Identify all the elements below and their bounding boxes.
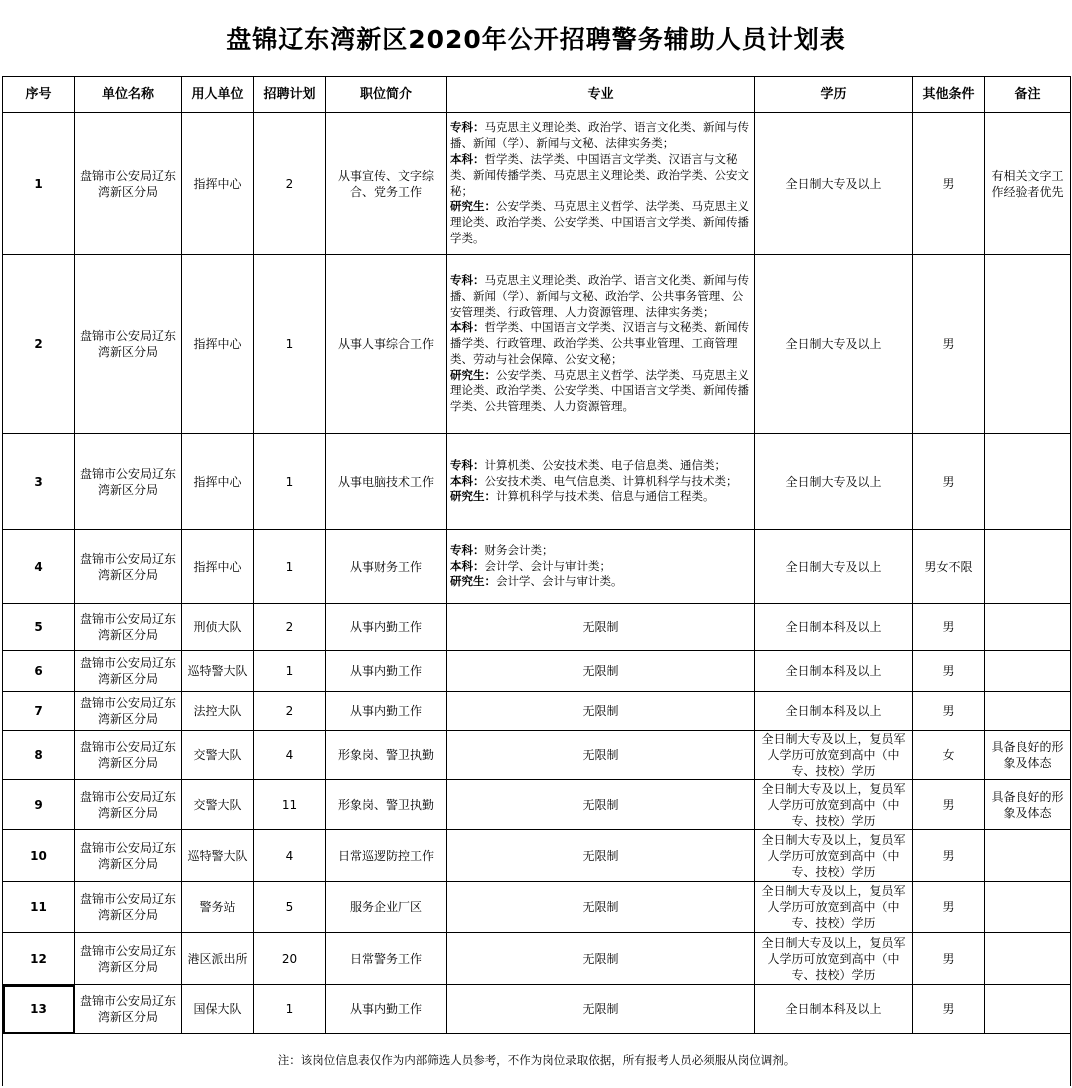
major-line: 本科：会计学、会计与审计类； (450, 558, 611, 573)
cell-edu[interactable]: 全日制大专及以上，复员军人学历可放宽到高中（中专、技校）学历 (755, 780, 913, 830)
major-line: 研究生：计算机科学与技术类、信息与通信工程类。 (450, 489, 715, 504)
table-row (3, 933, 1071, 985)
cell-note[interactable]: 具备良好的形象及体态 (985, 780, 1071, 830)
major-line: 专科：马克思主义理论类、政治学、语言文化类、新闻与传播、新闻（学）、新闻与文秘、法律实务类； (450, 120, 749, 151)
cell-other[interactable]: 男 (913, 434, 985, 530)
cell-dept[interactable]: 法控大队 (182, 692, 254, 731)
cell-plan[interactable]: 11 (254, 780, 326, 830)
cell-plan[interactable]: 2 (254, 692, 326, 731)
cell-dept[interactable]: 国保大队 (182, 985, 254, 1034)
table-row (3, 985, 1071, 1034)
cell-intro[interactable]: 从事内勤工作 (326, 651, 447, 692)
cell-major[interactable]: 无限制 (447, 882, 755, 933)
cell-major[interactable]: 无限制 (447, 780, 755, 830)
major-line: 专科：财务会计类； (450, 542, 554, 557)
table-row (3, 604, 1071, 651)
cell-intro[interactable]: 日常警务工作 (326, 933, 447, 985)
cell-plan[interactable]: 2 (254, 604, 326, 651)
cell-other[interactable]: 男女不限 (913, 530, 985, 604)
cell-edu[interactable]: 全日制本科及以上 (755, 692, 913, 731)
cell-major[interactable] (447, 255, 755, 434)
major-line: 研究生：公安学类、马克思主义哲学、法学类、马克思主义理论类、政治学类、公安学类、中国语言文学类、新闻传播学类、公共管理类、人力资源管理。 (450, 367, 749, 414)
cell-dept[interactable]: 交警大队 (182, 780, 254, 830)
cell-edu[interactable]: 全日制大专及以上，复员军人学历可放宽到高中（中专、技校）学历 (755, 830, 913, 882)
table-row (3, 651, 1071, 692)
cell-intro[interactable]: 从事电脑技术工作 (326, 434, 447, 530)
cell-dept[interactable]: 指挥中心 (182, 255, 254, 434)
cell-note[interactable]: 有相关文字工作经验者优先 (985, 113, 1071, 255)
cell-major[interactable]: 无限制 (447, 933, 755, 985)
major-line: 专科：马克思主义理论类、政治学、语言文化类、新闻与传播、新闻（学）、新闻与文秘、政治学、公共事务管理、公安管理类、行政管理、人力资源管理、法律实务类； (450, 272, 749, 319)
cell-plan[interactable]: 1 (254, 530, 326, 604)
cell-major[interactable]: 无限制 (447, 604, 755, 651)
cell-other[interactable]: 男 (913, 882, 985, 933)
cell-other[interactable]: 男 (913, 651, 985, 692)
cell-note[interactable] (985, 604, 1071, 651)
cell-unit[interactable]: 盘锦市公安局辽东湾新区分局 (75, 604, 182, 651)
cell-edu[interactable]: 全日制本科及以上 (755, 985, 913, 1034)
cell-plan[interactable]: 5 (254, 882, 326, 933)
major-line: 研究生：公安学类、马克思主义哲学、法学类、马克思主义理论类、政治学类、公安学类、中国语言文学类、新闻传播学类。 (450, 199, 749, 245)
cell-seq[interactable]: 2 (3, 255, 75, 434)
cell-unit[interactable]: 盘锦市公安局辽东湾新区分局 (75, 731, 182, 780)
header-dept[interactable]: 用人单位 (182, 77, 254, 113)
table-row (3, 255, 1071, 434)
cell-unit[interactable]: 盘锦市公安局辽东湾新区分局 (75, 882, 182, 933)
header-note[interactable]: 备注 (985, 77, 1071, 113)
cell-plan[interactable]: 4 (254, 830, 326, 882)
recruitment-table (2, 76, 1071, 1086)
cell-note[interactable] (985, 255, 1071, 434)
cell-note[interactable] (985, 530, 1071, 604)
major-line: 本科：哲学类、法学类、中国语言文学类、汉语言与文秘类、新闻传播学类、马克思主义理论类、政治学类、公安文秘； (450, 151, 749, 198)
cell-intro[interactable]: 形象岗、警卫执勤 (326, 731, 447, 780)
cell-edu[interactable]: 全日制大专及以上，复员军人学历可放宽到高中（中专、技校）学历 (755, 731, 913, 780)
cell-plan[interactable]: 20 (254, 933, 326, 985)
cell-other[interactable]: 男 (913, 780, 985, 830)
footer-row (3, 1034, 1071, 1087)
cell-dept[interactable]: 刑侦大队 (182, 604, 254, 651)
cell-plan[interactable]: 1 (254, 985, 326, 1034)
cell-seq[interactable]: 3 (3, 434, 75, 530)
major-line: 本科：哲学类、中国语言文学类、汉语言与文秘类、新闻传播学类、行政管理、政治学类、公共事业管理、工商管理类、劳动与社会保障、公安文秘； (450, 320, 749, 366)
header-seq[interactable]: 序号 (3, 77, 75, 113)
cell-note[interactable] (985, 830, 1071, 882)
cell-note[interactable] (985, 985, 1071, 1034)
cell-intro[interactable]: 从事内勤工作 (326, 985, 447, 1034)
cell-other[interactable]: 男 (913, 985, 985, 1034)
cell-edu[interactable]: 全日制大专及以上，复员军人学历可放宽到高中（中专、技校）学历 (755, 882, 913, 933)
cell-other[interactable]: 男 (913, 830, 985, 882)
cell-unit[interactable]: 盘锦市公安局辽东湾新区分局 (75, 830, 182, 882)
cell-other[interactable]: 男 (913, 604, 985, 651)
cell-seq[interactable]: 10 (3, 830, 75, 882)
cell-note[interactable] (985, 882, 1071, 933)
cell-seq[interactable]: 9 (3, 780, 75, 830)
cell-dept[interactable]: 巡特警大队 (182, 651, 254, 692)
cell-edu[interactable]: 全日制大专及以上，复员军人学历可放宽到高中（中专、技校）学历 (755, 933, 913, 985)
cell-unit[interactable]: 盘锦市公安局辽东湾新区分局 (75, 255, 182, 434)
cell-seq[interactable]: 1 (3, 113, 75, 255)
table-row (3, 692, 1071, 731)
cell-note[interactable] (985, 434, 1071, 530)
cell-plan[interactable]: 1 (254, 434, 326, 530)
table-row (3, 731, 1071, 780)
cell-intro[interactable]: 服务企业厂区 (326, 882, 447, 933)
cell-dept[interactable]: 指挥中心 (182, 113, 254, 255)
cell-dept[interactable]: 港区派出所 (182, 933, 254, 985)
cell-major[interactable] (447, 434, 755, 530)
cell-seq[interactable]: 4 (3, 530, 75, 604)
cell-intro[interactable]: 从事内勤工作 (326, 692, 447, 731)
cell-plan[interactable]: 2 (254, 113, 326, 255)
cell-intro[interactable]: 从事人事综合工作 (326, 255, 447, 434)
cell-seq[interactable]: 13 (3, 985, 75, 1034)
cell-plan[interactable]: 4 (254, 731, 326, 780)
cell-note[interactable] (985, 933, 1071, 985)
cell-note[interactable] (985, 651, 1071, 692)
cell-unit[interactable]: 盘锦市公安局辽东湾新区分局 (75, 434, 182, 530)
cell-edu[interactable]: 全日制大专及以上 (755, 113, 913, 255)
table-row (3, 830, 1071, 882)
cell-dept[interactable]: 指挥中心 (182, 434, 254, 530)
cell-major[interactable]: 无限制 (447, 830, 755, 882)
cell-intro[interactable]: 从事财务工作 (326, 530, 447, 604)
header-intro[interactable]: 职位简介 (326, 77, 447, 113)
table-row (3, 434, 1071, 530)
cell-edu[interactable]: 全日制大专及以上 (755, 434, 913, 530)
cell-other[interactable]: 男 (913, 255, 985, 434)
cell-unit[interactable]: 盘锦市公安局辽东湾新区分局 (75, 651, 182, 692)
header-row (3, 77, 1071, 113)
cell-intro[interactable]: 日常巡逻防控工作 (326, 830, 447, 882)
cell-plan[interactable]: 1 (254, 651, 326, 692)
cell-dept[interactable]: 警务站 (182, 882, 254, 933)
cell-other[interactable]: 男 (913, 692, 985, 731)
cell-seq[interactable]: 7 (3, 692, 75, 731)
cell-edu[interactable]: 全日制大专及以上 (755, 255, 913, 434)
cell-plan[interactable]: 1 (254, 255, 326, 434)
cell-note[interactable] (985, 692, 1071, 731)
table-title: 盘锦辽东湾新区2020年公开招聘警务辅助人员计划表 (226, 25, 846, 54)
cell-edu[interactable]: 全日制本科及以上 (755, 604, 913, 651)
cell-intro[interactable]: 从事宣传、文字综合、党务工作 (326, 113, 447, 255)
cell-major[interactable]: 无限制 (447, 651, 755, 692)
cell-dept[interactable]: 交警大队 (182, 731, 254, 780)
major-line: 本科：公安技术类、电气信息类、计算机科学与技术类； (450, 473, 738, 488)
cell-seq[interactable]: 6 (3, 651, 75, 692)
cell-unit[interactable]: 盘锦市公安局辽东湾新区分局 (75, 530, 182, 604)
cell-edu[interactable]: 全日制本科及以上 (755, 651, 913, 692)
table-row (3, 780, 1071, 830)
header-edu[interactable]: 学历 (755, 77, 913, 113)
header-unit[interactable]: 单位名称 (75, 77, 182, 113)
cell-intro[interactable]: 形象岗、警卫执勤 (326, 780, 447, 830)
cell-major[interactable]: 无限制 (447, 731, 755, 780)
cell-other[interactable]: 女 (913, 731, 985, 780)
cell-unit[interactable]: 盘锦市公安局辽东湾新区分局 (75, 933, 182, 985)
cell-major[interactable] (447, 113, 755, 255)
table-row (3, 113, 1071, 255)
cell-edu[interactable]: 全日制大专及以上 (755, 530, 913, 604)
table-row (3, 882, 1071, 933)
cell-unit[interactable]: 盘锦市公安局辽东湾新区分局 (75, 113, 182, 255)
cell-major[interactable]: 无限制 (447, 692, 755, 731)
header-other[interactable]: 其他条件 (913, 77, 985, 113)
footer-note[interactable]: 注：该岗位信息表仅作为内部筛选人员参考，不作为岗位录取依据，所有报考人员必须服从岗位调剂。 (3, 1034, 1071, 1087)
cell-unit[interactable]: 盘锦市公安局辽东湾新区分局 (75, 780, 182, 830)
cell-other[interactable]: 男 (913, 933, 985, 985)
cell-dept[interactable]: 巡特警大队 (182, 830, 254, 882)
table-row (3, 530, 1071, 604)
cell-intro[interactable]: 从事内勤工作 (326, 604, 447, 651)
major-line: 研究生：会计学、会计与审计类。 (450, 574, 623, 589)
cell-dept[interactable]: 指挥中心 (182, 530, 254, 604)
header-plan[interactable]: 招聘计划 (254, 77, 326, 113)
cell-major[interactable] (447, 530, 755, 604)
cell-seq[interactable]: 5 (3, 604, 75, 651)
cell-seq[interactable]: 12 (3, 933, 75, 985)
cell-seq[interactable]: 8 (3, 731, 75, 780)
header-major[interactable]: 专业 (447, 77, 755, 113)
major-line: 专科：计算机类、公安技术类、电子信息类、通信类； (450, 457, 726, 472)
cell-note[interactable]: 具备良好的形象及体态 (985, 731, 1071, 780)
cell-unit[interactable]: 盘锦市公安局辽东湾新区分局 (75, 985, 182, 1034)
cell-unit[interactable]: 盘锦市公安局辽东湾新区分局 (75, 692, 182, 731)
cell-major[interactable]: 无限制 (447, 985, 755, 1034)
cell-other[interactable]: 男 (913, 113, 985, 255)
cell-seq[interactable]: 11 (3, 882, 75, 933)
